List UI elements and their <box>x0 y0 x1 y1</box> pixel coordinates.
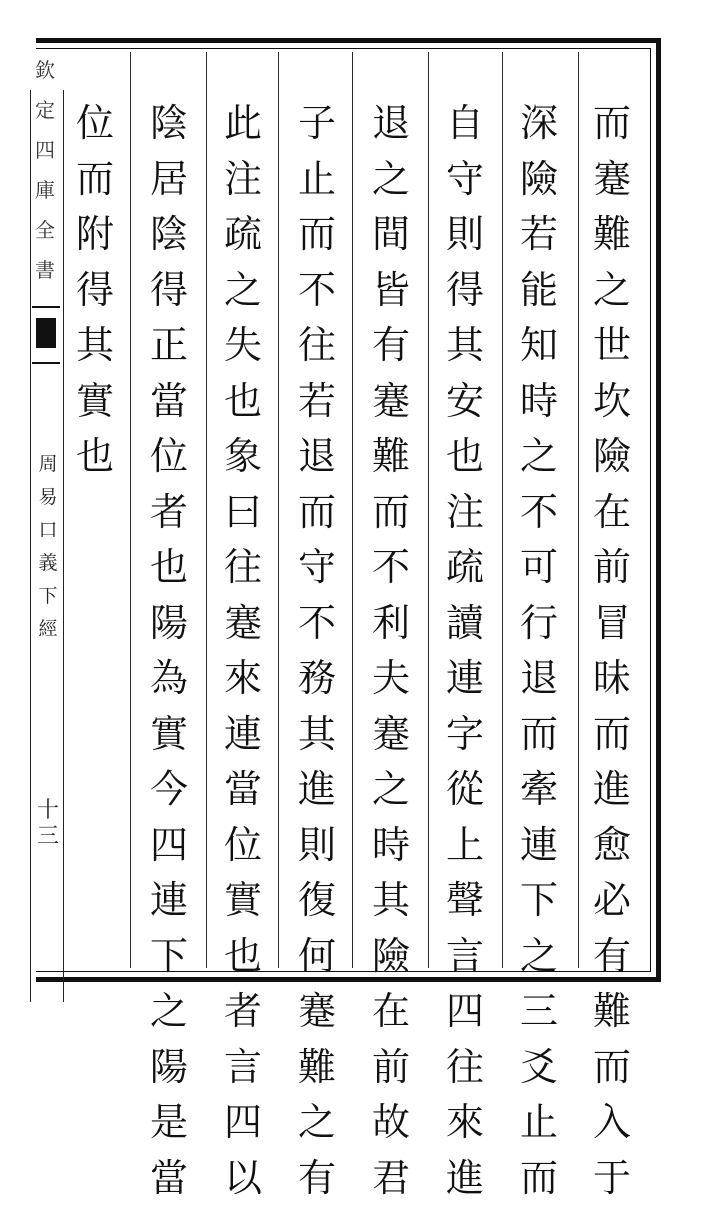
text-column-1: 而蹇難之世坎險在前冒昧而進愈必有難而入于 <box>592 101 631 1200</box>
text-column-2: 深險若能知時之不可行退而牽連下之三爻止而 <box>519 101 558 1200</box>
column-divider <box>428 52 429 968</box>
fishtail-mark <box>32 306 60 364</box>
text-column-4: 退之間皆有蹇難而不利夫蹇之時其險在前故君 <box>371 101 410 1200</box>
text-column-6: 此注疏之失也象曰往蹇來連當位實也者言四以 <box>223 101 262 1200</box>
text-column-5: 子止而不往若退而守不務其進則復何蹇難之有 <box>297 101 336 1200</box>
text-column-7: 陰居陰得正當位者也陽為實今四連下之陽是當 <box>149 101 188 1200</box>
column-divider <box>130 52 131 968</box>
column-divider <box>578 52 579 968</box>
fishtail-block <box>36 318 56 348</box>
margin-top-label: 欽定四庫全書 <box>35 58 55 282</box>
margin-page-number: 十三 <box>36 798 59 849</box>
column-divider <box>278 52 279 968</box>
margin-rule-right <box>63 90 64 1002</box>
column-divider <box>502 52 503 968</box>
column-divider <box>352 52 353 968</box>
folio-margin <box>0 38 66 982</box>
text-column-3: 自守則得其安也注疏讀連字從上聲言四往來進 <box>445 101 484 1200</box>
margin-book-title: 周易口義下經 <box>38 453 58 640</box>
text-column-8: 位而附得其實也 <box>75 101 114 478</box>
margin-rule-left <box>30 90 31 1002</box>
column-divider <box>206 52 207 968</box>
